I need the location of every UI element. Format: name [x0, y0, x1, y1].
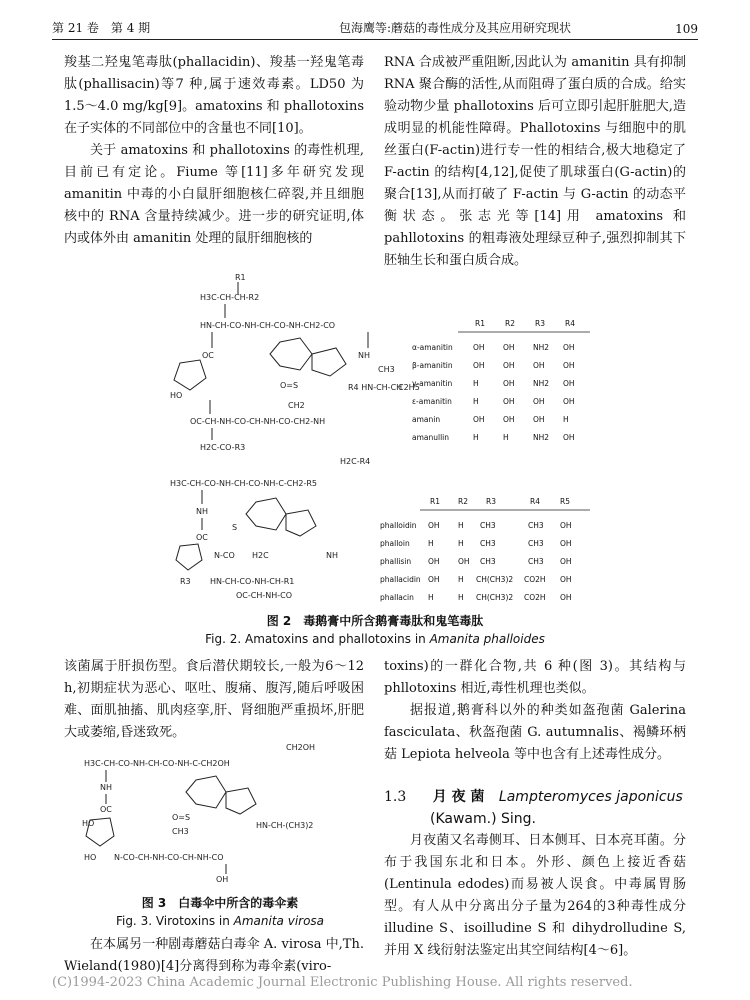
table-header: R1	[475, 319, 485, 328]
caption-zh: 图 3 白毒伞中所含的毒伞素	[141, 896, 299, 910]
table-cell: CO2H	[524, 575, 546, 584]
svg-text:CH3: CH3	[172, 827, 189, 836]
svg-text:OC: OC	[100, 805, 112, 814]
table-header: R4	[530, 497, 540, 506]
svg-text:HO: HO	[170, 391, 183, 400]
svg-text:HN-CH-(CH3)2: HN-CH-(CH3)2	[256, 821, 314, 830]
article-running-title: 包海鹰等:蘑菇的毒性成分及其应用研究现状	[338, 21, 572, 35]
table-cell: H	[473, 433, 479, 442]
table-header: R4	[565, 319, 575, 328]
table-cell: OH	[458, 557, 470, 566]
section-latin-name: Lampteromyces japonicus	[498, 789, 683, 805]
table-cell: OH	[533, 361, 545, 370]
virotoxin-structure	[76, 740, 366, 890]
table-cell: H	[503, 433, 509, 442]
section-title: 月 夜 菌	[432, 789, 485, 805]
section-number: 1.3	[384, 789, 407, 805]
table-cell: OH	[533, 415, 545, 424]
paragraph: 在本属另一种剧毒蘑菇白毒伞 A. virosa 中,Th. Wieland(1980)[4]分离得到称为毒伞素(viro-	[64, 937, 364, 974]
svg-text:NH: NH	[100, 783, 112, 792]
svg-text:N-CO-CH-NH-CO-CH-NH-CO: N-CO-CH-NH-CO-CH-NH-CO	[114, 853, 224, 862]
table-cell: CH3	[528, 557, 544, 566]
table-cell: CO2H	[524, 593, 546, 602]
paragraph: 关于 amatoxins 和 phallotoxins 的毒性机理,目前已有定论。Fiume 等[11]多年研究发现 amanitin 中毒的小白鼠肝细胞核仁碎裂,并且细胞核中的 RNA 含量持续减少。进一步的研究证明,体内或体外由 amanitin 处理的鼠肝细胞核的	[64, 143, 364, 246]
svg-text:R1: R1	[235, 273, 246, 282]
paragraph: toxins)的一群化合物,共 6 种(图 3)。其结构与 phllotoxins 相近,毒性机理也类似。	[384, 659, 686, 696]
table-cell: OH	[563, 433, 575, 442]
table-cell: OH	[473, 343, 485, 352]
caption-en-species: Amanita virosa	[233, 914, 325, 928]
section-heading	[384, 786, 694, 808]
table-cell: CH(CH3)2	[476, 575, 514, 584]
svg-text:HO: HO	[84, 853, 97, 862]
svg-text:CH3: CH3	[378, 365, 395, 374]
svg-text:H3C-CH-CH-R2: H3C-CH-CH-R2	[200, 293, 260, 302]
svg-text:O=S: O=S	[172, 813, 191, 822]
table-cell: H	[458, 521, 464, 530]
table-cell: OH	[503, 415, 515, 424]
svg-text:HN-CH-CO-NH-CH-CO-NH-CH2-CO: HN-CH-CO-NH-CH-CO-NH-CH2-CO	[200, 321, 336, 330]
copyright-text: (C)1994-2023 China Academic Journal Electronic Publishing House. All rights reserved.	[52, 975, 633, 990]
figure-2-caption-zh	[0, 612, 750, 629]
table-cell: H	[563, 415, 569, 424]
table-cell: phallisin	[380, 557, 412, 566]
svg-text:HO: HO	[82, 819, 95, 828]
table-cell: CH3	[480, 521, 496, 530]
journal-volume: 第 21 卷 第 4 期	[52, 21, 151, 35]
column-left-mid	[64, 656, 364, 744]
column-left-top	[64, 52, 364, 250]
table-cell: phallacin	[380, 593, 414, 602]
table-cell: OH	[560, 521, 572, 530]
table-cell: NH2	[533, 343, 550, 352]
author-citation: (Kawam.) Sing.	[430, 811, 536, 827]
paragraph: 月夜菌又名毒侧耳、日本侧耳、日本亮耳菌。分布于我国东北和日本。外形、颜色上接近香菇(Lentinula edodes)而易被人误食。中毒属胃肠型。有人从中分离出分子量为264的3种毒性成分 illudine S、isoilludine S 和 dihydrolludine S,并用 X 线衍射法鉴定出其空间结构[4～6]。	[384, 833, 686, 958]
svg-text:O=S: O=S	[280, 381, 299, 390]
table-cell: phalloin	[380, 539, 410, 548]
figure-3	[76, 740, 366, 890]
table-cell: OH	[473, 415, 485, 424]
figure-3-caption-en	[0, 914, 440, 928]
table-cell: β-amanitin	[412, 361, 453, 370]
paragraph: 该菌属于肝损伤型。食后潜伏期较长,一般为6～12 h,初期症状为恶心、呕吐、腹痛、腹泻,随后呼吸困难、面肌抽搐、肌肉痉挛,肝、肾细胞严重损坏,肝肥大或萎缩,昏迷致死。	[64, 659, 364, 740]
table-cell: γ-amanitin	[412, 379, 453, 388]
amatoxin-structure	[170, 273, 420, 452]
table-cell: ε-amanitin	[412, 397, 452, 406]
table-cell: NH2	[533, 379, 550, 388]
svg-text:H3C-CH-CO-NH-CH-CO-NH-C-CH2-R5: H3C-CH-CO-NH-CH-CO-NH-C-CH2-R5	[170, 479, 318, 488]
figure-3-caption-zh	[0, 894, 440, 911]
table-cell: OH	[563, 379, 575, 388]
running-header	[52, 14, 698, 40]
svg-text:NH: NH	[196, 507, 208, 516]
copyright-footer	[52, 975, 633, 990]
table-header: R2	[505, 319, 515, 328]
svg-text:R3: R3	[180, 577, 191, 586]
table-cell: H	[473, 397, 479, 406]
table-cell: OH	[428, 575, 440, 584]
svg-text:R4 HN-CH-CH: R4 HN-CH-CH	[348, 383, 403, 392]
caption-zh: 图 2 毒鹅膏中所含鹅膏毒肽和鬼笔毒肽	[266, 614, 484, 628]
svg-text:H2C-R4: H2C-R4	[340, 457, 371, 466]
table-cell: OH	[428, 557, 440, 566]
amatoxin-phallotoxin-structures	[140, 268, 620, 608]
table-cell: phalloidin	[380, 521, 417, 530]
table-cell: CH3	[528, 521, 544, 530]
column-left-bottom	[64, 934, 364, 978]
table-header: R2	[458, 497, 468, 506]
table-cell: OH	[503, 379, 515, 388]
table-cell: OH	[563, 397, 575, 406]
page-number: 109	[675, 22, 698, 36]
amatoxin-table	[412, 319, 590, 442]
phallotoxin-structure	[170, 457, 370, 600]
paragraph: RNA 合成被严重阻断,因此认为 amanitin 具有抑制 RNA 聚合酶的活性,从而阻碍了蛋白质的合成。给实验动物少量 phallotoxins 后可立即引起肝脏肥大,造成明显的机能性障碍。Phallotoxins 与细胞中的肌丝蛋白(F-actin)进行专一性的相结合,极大地稳定了 F-actin 的结构[4,12],促使了肌球蛋白(G-actin)的聚合[13],从而打破了 F-actin 与 G-actin 的动态平衡状态。张志光等[14]用 amatoxins 和 pahllotoxins 的粗毒液处理绿豆种子,强烈抑制其下胚轴生长和蛋白质合成。	[384, 55, 686, 268]
svg-text:S: S	[232, 523, 238, 532]
svg-text:H2C: H2C	[252, 551, 269, 560]
table-cell: H	[458, 575, 464, 584]
table-cell: OH	[560, 557, 572, 566]
table-header: R5	[560, 497, 570, 506]
table-cell: CH3	[528, 539, 544, 548]
table-cell: OH	[563, 361, 575, 370]
svg-text:HN-CH-CO-NH-CH-R1: HN-CH-CO-NH-CH-R1	[210, 577, 295, 586]
paragraph: 羧基二羟鬼笔毒肽(phallacidin)、羧基一羟鬼笔毒肽(phallisacin)等7 种,属于速效毒素。LD50 为1.5～4.0 mg/kg[9]。amatoxins 和 phallotoxins 在子实体的不同部位中的含量也不同[10]。	[64, 55, 364, 136]
caption-en-prefix: Fig. 3. Virotoxins in	[115, 914, 234, 928]
table-cell: H	[473, 379, 479, 388]
svg-text:CH2OH: CH2OH	[286, 743, 316, 752]
table-cell: OH	[503, 361, 515, 370]
column-right-top	[384, 52, 686, 272]
table-header: R3	[486, 497, 496, 506]
table-cell: OH	[533, 397, 545, 406]
table-header: R1	[430, 497, 440, 506]
table-cell: H	[428, 593, 434, 602]
figure-2	[140, 268, 620, 608]
table-cell: H	[458, 539, 464, 548]
table-cell: OH	[560, 575, 572, 584]
svg-text:C2H5: C2H5	[398, 383, 420, 392]
table-cell: OH	[560, 593, 572, 602]
table-header: R3	[535, 319, 545, 328]
table-cell: OH	[563, 343, 575, 352]
table-cell: CH(CH3)2	[476, 593, 514, 602]
table-cell: OH	[503, 343, 515, 352]
table-cell: amanullin	[412, 433, 450, 442]
table-cell: CH3	[480, 539, 496, 548]
svg-text:OC: OC	[196, 533, 208, 542]
table-cell: amanin	[412, 415, 441, 424]
table-cell: CH3	[480, 557, 496, 566]
caption-en-prefix: Fig. 2. Amatoxins and phallotoxins in	[205, 632, 430, 646]
section-author	[430, 808, 536, 830]
table-cell: α-amanitin	[412, 343, 453, 352]
table-cell: OH	[560, 539, 572, 548]
paragraph: 据报道,鹅膏科以外的种类如盔孢菌 Galerina fasciculata、秋盔孢菌 G. autumnalis、褐鳞环柄菇 Lepiota helveola 等中也含有上述毒性成分。	[384, 703, 686, 762]
svg-text:N-CO: N-CO	[214, 551, 235, 560]
table-cell: OH	[473, 361, 485, 370]
figure-2-caption-en	[0, 632, 750, 646]
table-cell: H	[458, 593, 464, 602]
svg-text:OC: OC	[202, 351, 214, 360]
svg-text:NH: NH	[358, 351, 370, 360]
table-cell: OH	[428, 521, 440, 530]
svg-text:OC-CH-NH-CO-CH-NH-CO-CH2-NH: OC-CH-NH-CO-CH-NH-CO-CH2-NH	[190, 417, 326, 426]
table-cell: NH2	[533, 433, 550, 442]
table-cell: OH	[503, 397, 515, 406]
svg-text:H3C-CH-CO-NH-CH-CO-NH-C-CH2OH: H3C-CH-CO-NH-CH-CO-NH-C-CH2OH	[84, 759, 230, 768]
svg-text:OH: OH	[216, 875, 229, 884]
table-cell: H	[428, 539, 434, 548]
svg-text:H2C-CO-R3: H2C-CO-R3	[200, 443, 246, 452]
table-cell: phallacidin	[380, 575, 421, 584]
svg-text:NH: NH	[326, 551, 338, 560]
caption-en-species: Amanita phalloides	[429, 632, 545, 646]
svg-text:OC-CH-NH-CO: OC-CH-NH-CO	[236, 591, 293, 600]
column-right-mid	[384, 656, 686, 766]
svg-text:CH2: CH2	[288, 401, 305, 410]
phallotoxin-table	[380, 497, 590, 602]
